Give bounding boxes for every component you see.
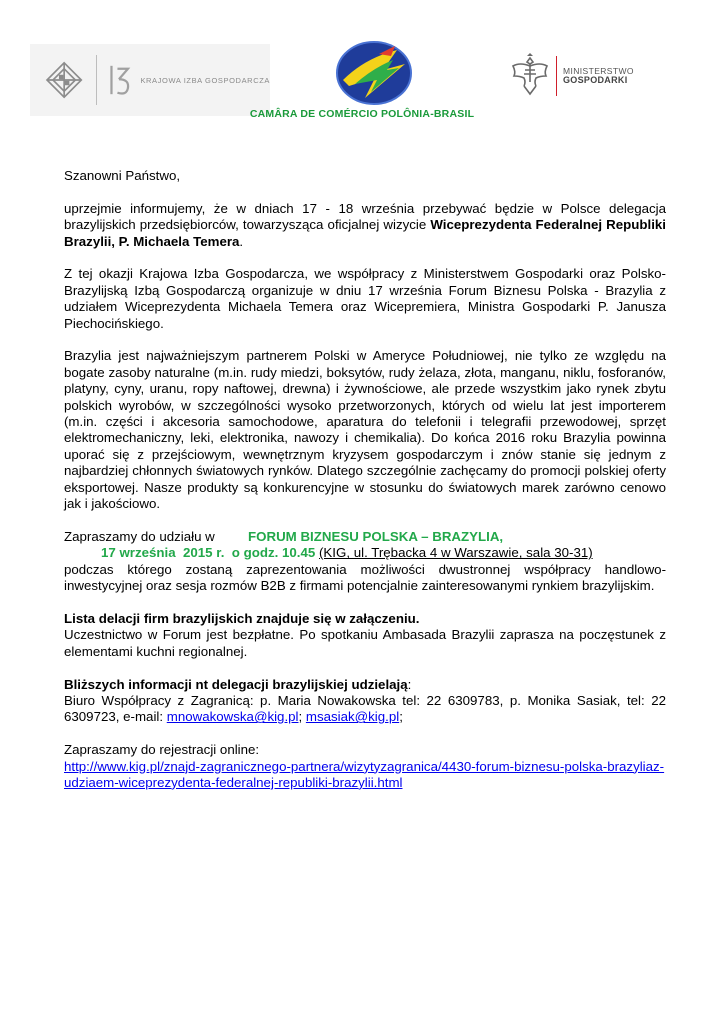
list-heading-text: Lista delacji firm brazylijskich znajduje się w załączeniu. [64, 610, 420, 626]
forum-description [64, 562, 666, 595]
greeting-text: Szanowni Państwo, [64, 168, 181, 183]
forum-name: FORUM BIZNESU POLSKA – BRAZYLIA, [248, 528, 504, 544]
forum-date-line [64, 545, 666, 561]
email-link-nowakowska[interactable]: mnowakowska@kig.pl [166, 709, 299, 725]
letter-body [64, 168, 666, 808]
invite-prefix: Zapraszamy do udziału w [64, 528, 215, 544]
paragraph-forum-organization [64, 266, 666, 332]
info-heading-colon: : [407, 676, 412, 692]
kig-emblem-icon [44, 53, 84, 107]
paragraph-delegation [64, 201, 666, 250]
forum-description-text: podczas którego zostaną zaprezentowania możliwości dwustronnej współpracy handlowo-inwestycyjnej oraz sesja rozmów B2B z firmami potencjalnie zainteresowanymi rynkiem brazylijskim. [64, 561, 666, 594]
ministry-logo [510, 50, 660, 102]
contact-end: ; [399, 709, 403, 725]
delegation-text: uprzejmie informujemy, że w dniach 17 - 18 września przebywać będzie w Polsce delegacja brazylijskich przedsiębiorców, towarzysząca oficjalnej wizycie [64, 200, 666, 233]
email-separator: ; [298, 709, 306, 725]
brazil-partner-text: Brazylia jest najważniejszym partnerem Polski w Ameryce Południowej, nie tylko ze względu na bogate zasoby naturalne (m.in. rudy miedzi, boksytów, rudy żelaza, złota, manganu, niklu, fosforanów, platyny, cyny, uranu, ropy naftowej, drewna) i żywnościowe, ale przede wszystkim jako rynek zbytu polskich wyrobów, w szczególności wysoko przetworzonych, których od wielu lat jest importerem (m.in. części i akcesoria samochodowe, aparatura do telefonii i telegrafii przewodowej, sprzęt elektromechaniczny, leki, elektronika, nawozy i chemikalia). Do końca 2016 roku Brazylia powinna uporać się z przejściowym, wewnętrznym kryzysem gospodarczym i znów stanie się jednym z najbardziej chłonnych światowych rynków. Dlatego szczególnie zachęcamy do promocji polskiej oferty eksportowej. Nasze produkty są konkurencyjne w stosunku do światowych marek zarówno cenowo jak i jakościowo. [64, 348, 666, 512]
participation-info [64, 627, 666, 660]
chamber-logo-icon [335, 40, 413, 106]
greeting [64, 168, 666, 184]
forum-organization-text: Z tej okazji Krajowa Izba Gospodarcza, we współpracy z Ministerstwem Gospodarki oraz Polsko-Brazylijską Izbą Gospodarczą organizuje w dniu 17 września Forum Biznesu Polska - Brazylia z udziałem Wiceprezydenta Michaela Temera oraz Wicepremiera, Ministra Gospodarki P. Janusza Piechocińskiego. [64, 266, 666, 331]
chamber-name: CAMÂRA DE COMÉRCIO POLÔNIA-BRASIL [249, 108, 475, 120]
kig-logo-text: KRAJOWA IZBA GOSPODARCZA [140, 75, 270, 85]
ministry-line-1: MINISTERSTWO [563, 65, 634, 76]
contact-info [64, 693, 666, 726]
vice-president-name: Wiceprezydenta Federalnej Republiki Brazylii, P. Michaela Temera [64, 217, 667, 249]
registration-link-line [64, 759, 666, 792]
participation-text: Uczestnictwo w Forum jest bezpłatne. Po spotkaniu Ambasada Brazylii zaprasza na poczęstunek z elementami kuchni regionalnej. [64, 627, 666, 659]
delegation-end: . [239, 233, 244, 249]
list-heading [64, 611, 666, 627]
eagle-emblem-icon [510, 52, 550, 100]
kig-logo [30, 44, 270, 116]
registration-text [64, 742, 666, 758]
registration-link[interactable]: http://www.kig.pl/znajd-zagranicznego-partnera/wizytyzagranica/4430-forum-biznesu-polska-brazyliaz-udziaem-wiceprezydenta-federalnej-republiki-brazylii.html [64, 758, 665, 790]
forum-place: (KIG, ul. Trębacka 4 w Warszawie, sala 30-31) [319, 545, 593, 561]
kig-monogram-icon [107, 57, 132, 103]
registration-label: Zapraszamy do rejestracji online: [64, 742, 260, 758]
paragraph-brazil-partner [64, 348, 666, 512]
info-heading [64, 677, 666, 693]
kig-logo-divider [96, 55, 97, 105]
ministry-logo-text [563, 67, 634, 85]
email-link-sasiak[interactable]: msasiak@kig.pl [305, 709, 400, 725]
invite-line [64, 529, 666, 545]
ministry-logo-divider [556, 56, 557, 96]
info-heading-text: Bliższych informacji nt delegacji brazylijskiej udzielają [64, 676, 408, 692]
contact-text: Biuro Współpracy z Zagranicą: p. Maria Nowakowska tel: 22 6309783, p. Monika Sasiak, tel: 22 6309723, e-mail: [64, 692, 666, 725]
forum-date: 17 września 2015 r. o godz. 10.45 [100, 545, 316, 561]
ministry-line-2: GOSPODARKI [563, 74, 628, 85]
